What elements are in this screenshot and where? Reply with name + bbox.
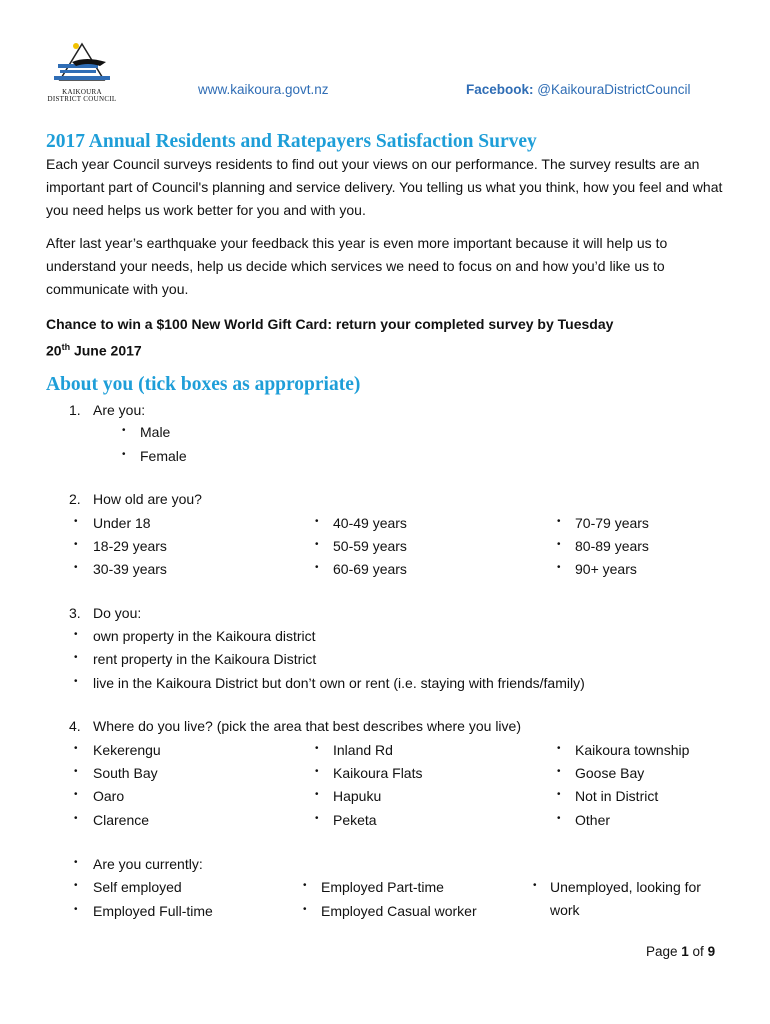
bullet-icon: •: [315, 743, 319, 754]
bullet-icon: •: [74, 880, 78, 891]
bullet-icon: •: [74, 652, 78, 663]
q2-option[interactable]: 40-49 years: [333, 515, 407, 531]
page-word: Page: [646, 944, 682, 959]
prize-line: Chance to win a $100 New World Gift Card: return your completed survey by Tuesday: [46, 316, 614, 332]
bullet-icon: •: [74, 629, 78, 640]
q2-option[interactable]: 30-39 years: [93, 561, 167, 577]
q3-option[interactable]: own property in the Kaikoura district: [93, 628, 316, 644]
bullet-icon: •: [533, 880, 537, 891]
q4-question: Where do you live? (pick the area that best describes where you live): [93, 718, 521, 734]
intro-paragraph-2: After last year’s earthquake your feedback this year is even more important because it will help us to understand your needs, help us decide which services we need to focus on and how you’d like us to communicate with you.: [46, 235, 668, 297]
bullet-icon: •: [74, 813, 78, 824]
bullet-icon: •: [315, 766, 319, 777]
page-current: 1: [681, 944, 689, 959]
q2-option[interactable]: 18-29 years: [93, 538, 167, 554]
bullet-icon: •: [557, 516, 561, 527]
q3-number: 3.: [69, 605, 81, 621]
bullet-icon: •: [315, 516, 319, 527]
q4-option[interactable]: Inland Rd: [333, 742, 393, 758]
q2-option[interactable]: 80-89 years: [575, 538, 649, 554]
q5-option[interactable]: Employed Full-time: [93, 903, 213, 919]
q2-option[interactable]: 50-59 years: [333, 538, 407, 554]
prize-date-rest: June 2017: [70, 342, 142, 359]
q4-number: 4.: [69, 718, 81, 734]
q2-option[interactable]: Under 18: [93, 515, 151, 531]
bullet-icon: •: [74, 904, 78, 915]
q1-option-male[interactable]: Male: [140, 424, 171, 440]
prize-date: 20: [46, 342, 62, 359]
bullet-icon: •: [315, 539, 319, 550]
bullet-icon: •: [315, 789, 319, 800]
q5-option-continued: work: [550, 902, 580, 918]
bullet-icon: •: [303, 880, 307, 891]
q1-question: Are you:: [93, 402, 146, 418]
bullet-icon: •: [557, 813, 561, 824]
q2-option[interactable]: 70-79 years: [575, 515, 649, 531]
bullet-icon: •: [315, 562, 319, 573]
q4-option[interactable]: Peketa: [333, 812, 377, 828]
q4-option[interactable]: South Bay: [93, 765, 158, 781]
q3-option[interactable]: live in the Kaikoura District but don’t own or rent (i.e. staying with friends/family): [93, 675, 585, 691]
bullet-icon: •: [557, 539, 561, 550]
bullet-icon: •: [122, 449, 126, 460]
q2-question: How old are you?: [93, 491, 202, 507]
facebook-label: Facebook:: [466, 82, 534, 97]
q4-option[interactable]: Not in District: [575, 788, 659, 804]
bullet-icon: •: [315, 813, 319, 824]
q4-option[interactable]: Other: [575, 812, 611, 828]
website-link[interactable]: www.kaikoura.govt.nz: [198, 82, 329, 97]
q2-option[interactable]: 60-69 years: [333, 561, 407, 577]
council-logo: [46, 40, 118, 103]
prize-notice: [46, 313, 736, 363]
logo-text-1: KAIKOURA: [62, 88, 102, 96]
page-title: 2017 Annual Residents and Ratepayers Satisfaction Survey: [46, 131, 537, 152]
facebook-handle: @KaikouraDistrictCouncil: [537, 82, 691, 97]
q4-option[interactable]: Goose Bay: [575, 765, 645, 781]
q4-option[interactable]: Oaro: [93, 788, 125, 804]
bullet-icon: •: [557, 789, 561, 800]
q4-option[interactable]: Kekerengu: [93, 742, 161, 758]
bullet-icon: •: [122, 425, 126, 436]
bullet-icon: •: [74, 766, 78, 777]
q3-option[interactable]: rent property in the Kaikoura District: [93, 651, 317, 667]
intro-paragraph-1: Each year Council surveys residents to find out your views on our performance. The survey results are an important part of Council's planning and service delivery. You telling us what you think, how you feel and what you need helps us work better for you and with you.: [46, 156, 723, 218]
bullet-icon: •: [74, 539, 78, 550]
q3-question: Do you:: [93, 605, 142, 621]
q2-option[interactable]: 90+ years: [575, 561, 637, 577]
bullet-icon: •: [557, 743, 561, 754]
facebook-link[interactable]: [466, 82, 691, 97]
bullet-icon: •: [74, 743, 78, 754]
q2-number: 2.: [69, 491, 81, 507]
q5-question: Are you currently:: [93, 856, 203, 872]
q1-number: 1.: [69, 402, 81, 418]
page-total: 9: [707, 944, 716, 959]
bullet-icon: •: [557, 766, 561, 777]
bullet-icon: •: [74, 516, 78, 527]
q5-option[interactable]: Employed Part-time: [321, 879, 444, 895]
q5-option[interactable]: Unemployed, looking for: [550, 879, 701, 895]
q5-option[interactable]: Employed Casual worker: [321, 903, 477, 919]
section-heading-about: About you (tick boxes as appropriate): [46, 374, 361, 395]
q1-option-female[interactable]: Female: [140, 448, 187, 464]
page-of: of: [688, 944, 708, 959]
q4-option[interactable]: Clarence: [93, 812, 150, 828]
q5-option[interactable]: Self employed: [93, 879, 182, 895]
bullet-icon: •: [74, 676, 78, 687]
q4-option[interactable]: Hapuku: [333, 788, 382, 804]
bullet-icon: •: [74, 789, 78, 800]
q4-option[interactable]: Kaikoura township: [575, 742, 690, 758]
logo-text-2: DISTRICT COUNCIL: [47, 95, 117, 103]
bullet-icon: •: [557, 562, 561, 573]
bullet-icon: •: [303, 904, 307, 915]
page-number: [646, 944, 715, 959]
q4-option[interactable]: Kaikoura Flats: [333, 765, 423, 781]
bullet-icon: •: [74, 562, 78, 573]
prize-date-suffix: th: [61, 342, 71, 352]
bullet-icon: •: [74, 857, 78, 868]
